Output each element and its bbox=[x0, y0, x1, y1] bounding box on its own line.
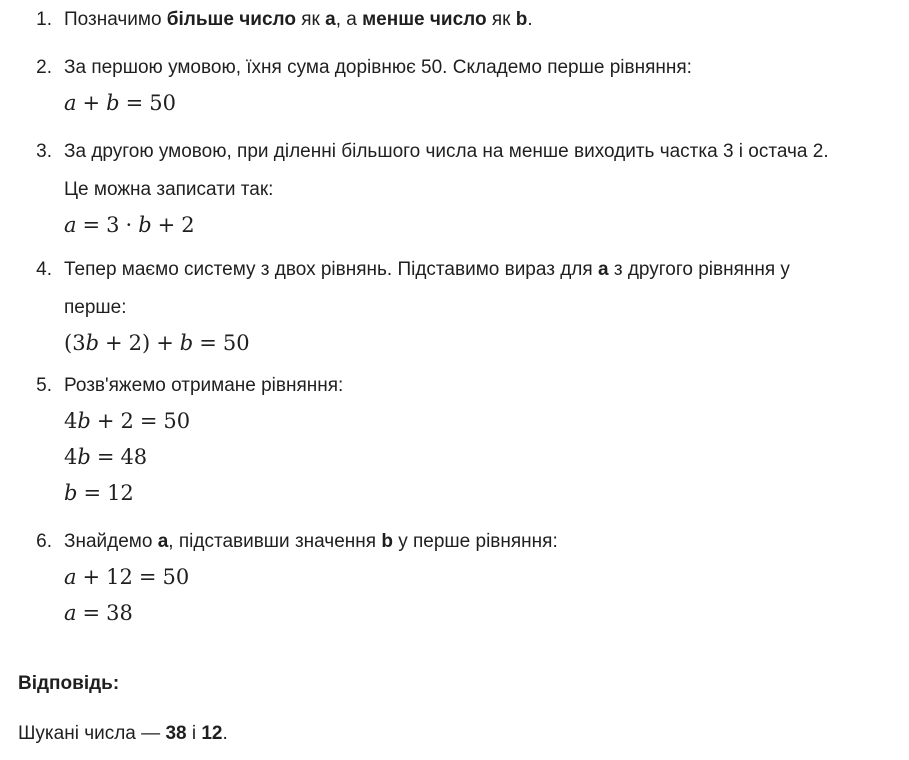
step-text: Знайдемо a, підставивши значення b у перше рівняння: bbox=[64, 531, 558, 552]
equation: b = 12 bbox=[64, 481, 134, 505]
step-text: За другою умовою, при діленні більшого числа на менше виходить частка 3 і остача 2. bbox=[64, 141, 829, 162]
step-text-continued: перше: bbox=[64, 297, 127, 318]
answer-text: Шукані числа — 38 і 12. bbox=[18, 723, 228, 744]
answer-value-2: 12 bbox=[201, 723, 223, 744]
equation: a = 3 · b + 2 bbox=[64, 213, 195, 237]
step-number: 5. bbox=[36, 375, 52, 396]
step-number: 4. bbox=[36, 259, 52, 280]
equation: a + b = 50 bbox=[64, 91, 176, 115]
step-text-continued: Це можна записати так: bbox=[64, 179, 274, 200]
equation: 4b = 48 bbox=[64, 445, 148, 469]
step-text: За першою умовою, їхня сума дорівнює 50. Складемо перше рівняння: bbox=[64, 57, 692, 78]
answer-value-1: 38 bbox=[165, 723, 187, 744]
step-text: Розв'яжемо отримане рівняння: bbox=[64, 375, 344, 396]
step-number: 6. bbox=[36, 531, 52, 552]
equation: a + 12 = 50 bbox=[64, 565, 190, 589]
step-number: 3. bbox=[36, 141, 52, 162]
step-number: 2. bbox=[36, 57, 52, 78]
step-text: Позначимо більше число як a, а менше число як b. bbox=[64, 9, 533, 30]
step-text: Тепер маємо систему з двох рівнянь. Підставимо вираз для a з другого рівняння у bbox=[64, 259, 790, 280]
answer-heading: Відповідь: bbox=[18, 673, 120, 694]
equation: 4b + 2 = 50 bbox=[64, 409, 191, 433]
equation: (3b + 2) + b = 50 bbox=[64, 331, 250, 355]
equation: a = 38 bbox=[64, 601, 133, 625]
step-number: 1. bbox=[36, 9, 52, 30]
